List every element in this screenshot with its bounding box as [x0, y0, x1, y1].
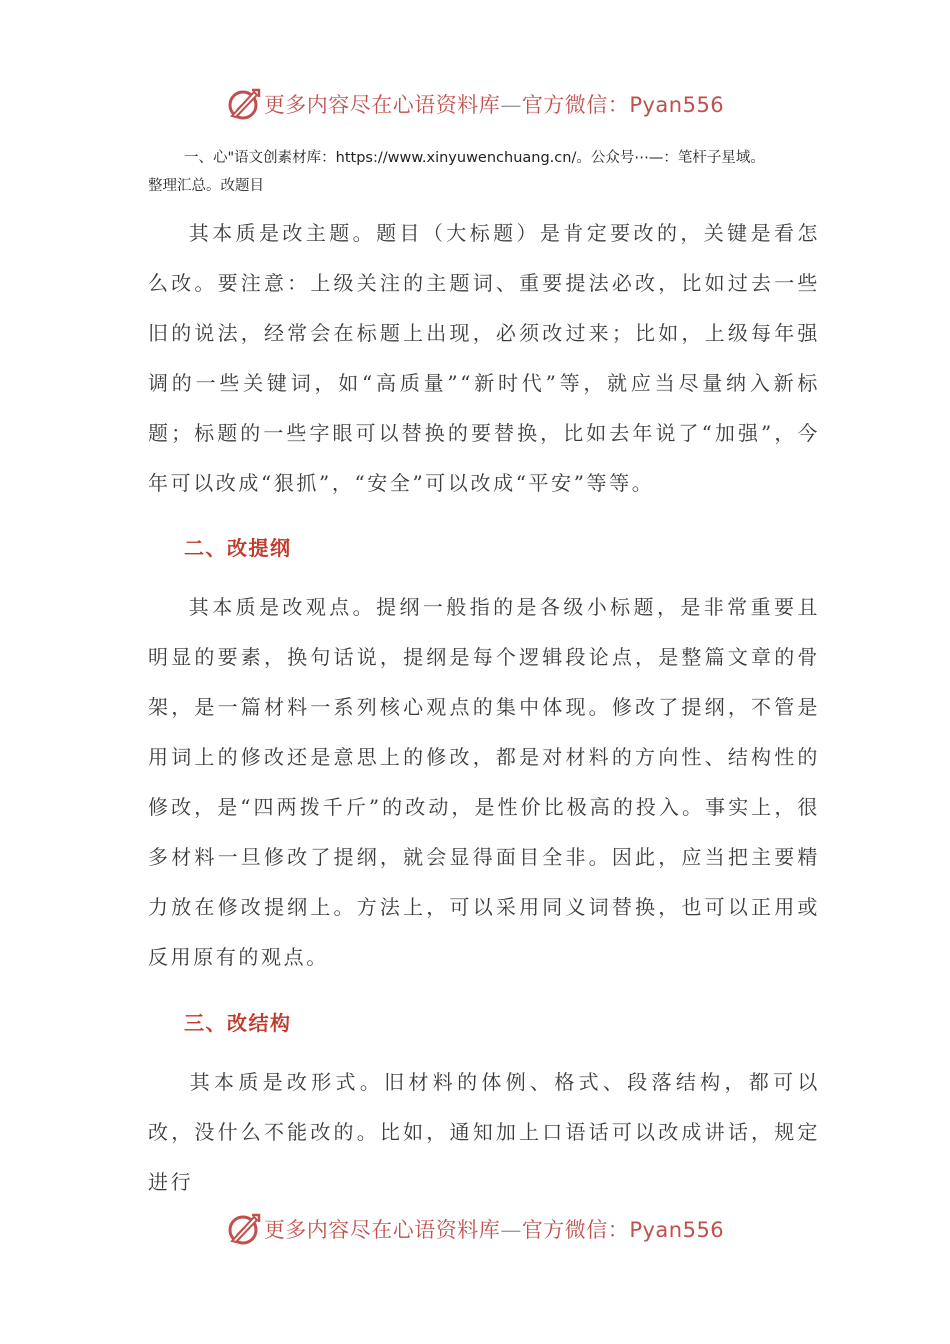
banner-suffix: 官方微信：	[521, 93, 630, 117]
header-banner	[0, 84, 950, 124]
banner-dash: —	[500, 93, 522, 117]
section-heading-3: 三、改结构	[184, 1011, 292, 1035]
paragraph-1-text: 其本质是改主题。题目（大标题）是肯定要改的，关键是看怎么改。要注意：上级关注的主题词、重要提法必改，比如过去一些旧的说法，经常会在标题上出现，必须改过来；比如，上级每年强调的一些关键词，如“高质量”“新时代”等，就应当尽量纳入新标题；标题的一些字眼可以替换的要替换，比如去年说了“加强”，今年可以改成“狠抓”，“安全”可以改成“平安”等等。	[148, 221, 820, 495]
footer-banner	[0, 1209, 950, 1249]
paragraph-1	[148, 208, 820, 508]
quill-logo-icon	[226, 86, 262, 122]
banner-dash: —	[500, 1218, 522, 1242]
section-heading-2: 二、改提纲	[184, 536, 292, 560]
banner-wechat-id: Pyan556	[629, 93, 725, 117]
paragraph-3-text: 其本质是改形式。旧材料的体例、格式、段落结构，都可以改，没什么不能改的。比如，通知加上口语话可以改成讲话，规定进行	[148, 1070, 820, 1194]
intro-line-2: 整理汇总。改题目	[148, 178, 264, 194]
paragraph-3	[148, 1057, 820, 1207]
intro-block	[148, 144, 828, 200]
paragraph-2-text: 其本质是改观点。提纲一般指的是各级小标题，是非常重要且明显的要素，换句话说，提纲是每个逻辑段论点，是整篇文章的骨架，是一篇材料一系列核心观点的集中体现。修改了提纲，不管是用词上的修改还是意思上的修改，都是对材料的方向性、结构性的修改，是“四两拨千斤”的改动，是性价比极高的投入。事实上，很多材料一旦修改了提纲，就会显得面目全非。因此，应当把主要精力放在修改提纲上。方法上，可以采用同义词替换，也可以正用或反用原有的观点。	[148, 595, 820, 969]
intro-line-1: 一、心"语文创素材库：https://www.xinyuwenchuang.cn/。公众号⋯—：笔杆子星域。	[184, 150, 765, 166]
banner-text	[264, 1214, 724, 1244]
banner-wechat-id: Pyan556	[629, 1218, 725, 1242]
quill-logo-icon	[226, 1211, 262, 1247]
banner-text	[264, 89, 724, 119]
paragraph-2	[148, 582, 820, 982]
banner-main: 更多内容尽在心语资料库	[263, 1218, 501, 1242]
banner-suffix: 官方微信：	[521, 1218, 630, 1242]
banner-main: 更多内容尽在心语资料库	[263, 93, 501, 117]
